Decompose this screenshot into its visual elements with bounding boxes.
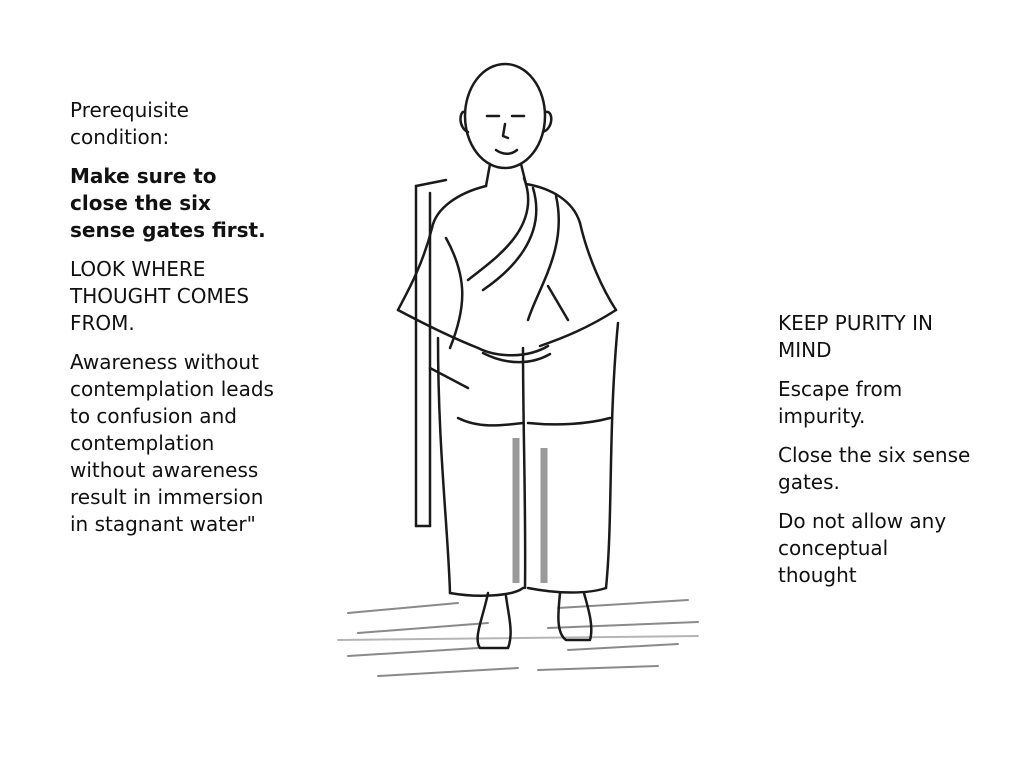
seated-monk-illustration [318,28,710,738]
awareness-quote: Awareness without contemplation leads to confusion and contemplation without awareness result in immersion in stagnant water" [70,350,274,536]
right-text-column [778,310,973,601]
instruction-bold: Make sure to close the six sense gates first. [70,164,266,242]
ground-shading [338,600,698,676]
head [460,64,551,168]
look-where-text: LOOK WHERE THOUGHT COMES FROM. [70,257,250,335]
close-gates-text: Close the six sense gates. [778,443,971,494]
left-text-column [70,97,275,550]
do-not-allow-text: Do not allow any conceptual thought [778,509,947,587]
leg-shading [516,438,544,583]
escape-text: Escape from impurity. [778,377,903,428]
lower-robe [438,323,618,596]
feet [478,593,592,648]
keep-purity-text: KEEP PURITY IN MIND [778,311,933,362]
monk-sketch [318,28,710,738]
prerequisite-heading: Prerequisite condition: [70,98,189,149]
